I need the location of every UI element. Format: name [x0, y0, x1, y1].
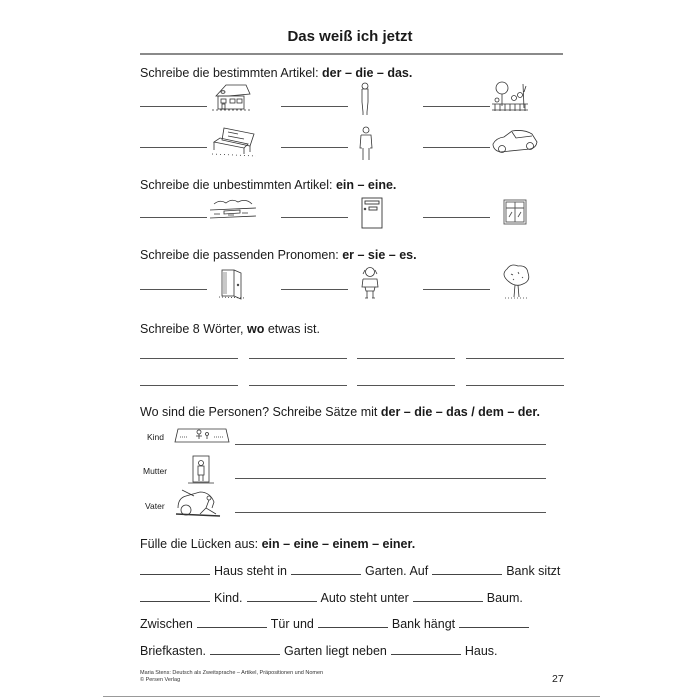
- answer-blank[interactable]: [423, 147, 490, 148]
- word-blank[interactable]: [140, 385, 238, 386]
- garden-picture: [490, 80, 530, 114]
- word-blank[interactable]: [249, 385, 347, 386]
- man-picture: [358, 126, 374, 162]
- answer-blank[interactable]: [140, 147, 207, 148]
- gap-blank[interactable]: [140, 591, 210, 602]
- section-heading-definite: Schreibe die bestimmten Artikel: der – die – das.: [140, 66, 413, 80]
- section-heading-gaps: Fülle die Lücken aus: ein – eine – einem – einer.: [140, 537, 416, 551]
- mailbox-picture: [360, 196, 384, 230]
- gap-sentence-line: Briefkasten. Garten liegt neben Haus.: [140, 644, 498, 658]
- sentence-blank-kind[interactable]: [235, 444, 546, 445]
- section-heading-where-words: Schreibe 8 Wörter, wo etwas ist.: [140, 322, 320, 336]
- house-picture: [212, 82, 252, 112]
- word-blank[interactable]: [140, 358, 238, 359]
- answer-blank[interactable]: [140, 217, 207, 218]
- car-picture: [490, 128, 540, 156]
- answer-blank[interactable]: [281, 147, 348, 148]
- bench-picture: [210, 124, 260, 158]
- window-picture: [503, 199, 527, 225]
- page-bottom-rule: [103, 696, 600, 697]
- street-picture: [210, 198, 256, 224]
- person-label-vater: Vater: [145, 501, 165, 511]
- gap-blank[interactable]: [413, 591, 483, 602]
- child-picture: [359, 266, 381, 300]
- answer-blank[interactable]: [281, 289, 348, 290]
- word-blank[interactable]: [466, 385, 564, 386]
- gap-blank[interactable]: [210, 644, 280, 655]
- gap-blank[interactable]: [318, 617, 388, 628]
- vater-picture: [176, 488, 224, 518]
- gap-blank[interactable]: [459, 617, 529, 628]
- section-heading-persons: Wo sind die Personen? Schreibe Sätze mit der – die – das / dem – der.: [140, 405, 540, 419]
- person-label-kind: Kind: [147, 432, 165, 442]
- woman-picture: [358, 82, 372, 116]
- tree-picture: [501, 264, 531, 300]
- section-heading-indefinite: Schreibe die unbestimmten Artikel: ein – eine.: [140, 178, 397, 192]
- person-label-mutter: Mutter: [143, 466, 168, 476]
- section-heading-pronouns: Schreibe die passenden Pronomen: er – sie – es.: [140, 248, 417, 262]
- page-number: 27: [552, 673, 564, 685]
- title-rule: [140, 53, 563, 55]
- word-blank[interactable]: [466, 358, 564, 359]
- gap-blank[interactable]: [432, 564, 502, 575]
- answer-blank[interactable]: [281, 217, 348, 218]
- kind-picture: [174, 427, 230, 443]
- answer-blank[interactable]: [423, 289, 490, 290]
- answer-blank[interactable]: [281, 106, 348, 107]
- sentence-blank-vater[interactable]: [235, 512, 546, 513]
- answer-blank[interactable]: [423, 106, 490, 107]
- answer-blank[interactable]: [140, 289, 207, 290]
- word-blank[interactable]: [249, 358, 347, 359]
- gap-sentence-line: Zwischen Tür und Bank hängt: [140, 617, 533, 631]
- door-picture: [219, 268, 245, 300]
- word-blank[interactable]: [357, 385, 455, 386]
- answer-blank[interactable]: [423, 217, 490, 218]
- answer-blank[interactable]: [140, 106, 207, 107]
- gap-blank[interactable]: [197, 617, 267, 628]
- word-blank[interactable]: [357, 358, 455, 359]
- footer-source: Maria Stens: Deutsch als Zweitsprache – Artikel, Präpositionen und Nomen © Persen Verlag: [140, 670, 324, 683]
- page-title: Das weiß ich jetzt: [287, 28, 413, 45]
- gap-sentence-line: Kind. Auto steht unter Baum.: [140, 591, 523, 605]
- gap-blank[interactable]: [291, 564, 361, 575]
- gap-sentence-line: Haus steht in Garten. Auf Bank sitzt: [140, 564, 560, 578]
- gap-blank[interactable]: [140, 564, 210, 575]
- gap-blank[interactable]: [247, 591, 317, 602]
- sentence-blank-mutter[interactable]: [235, 478, 546, 479]
- mutter-picture: [187, 455, 215, 485]
- gap-blank[interactable]: [391, 644, 461, 655]
